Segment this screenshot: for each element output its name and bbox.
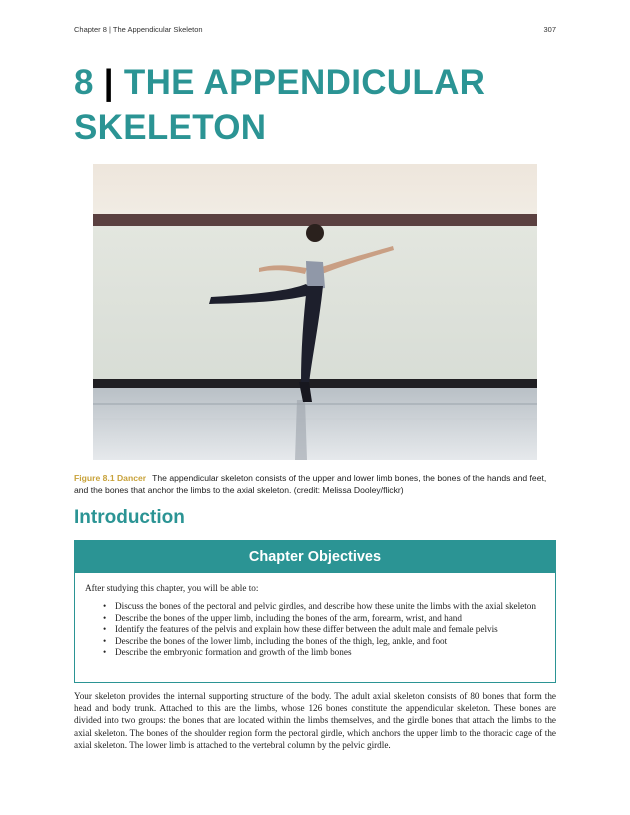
objective-item: • Describe the bones of the upper limb, including the bones of the arm, forearm, wrist, and hand — [102, 613, 542, 625]
dancer-torso — [306, 261, 325, 290]
chapter-title-line2: SKELETON — [74, 108, 267, 147]
baseboard — [93, 379, 537, 388]
page-number: 307 — [543, 25, 556, 34]
chapter-separator: | — [103, 63, 114, 102]
intro-paragraph: Your skeleton provides the internal supporting structure of the body. The adult axial skeleton consists of 80 bones that form the head and body trunk. Attached to this are the limbs, whose 126 bones constitute the appendicular skeleton. These bones are divided into two groups: the bones that are located within the limbs themselves, and the girdle bones that attach the limbs to the axial skeleton. The bones of the shoulder region form the pectoral girdle, which anchors the upper limb to the thoracic cage of the axial skeleton. The lower limb is attached to the vertebral column by the pelvic girdle. — [74, 691, 556, 750]
chapter-title — [74, 60, 564, 150]
dancer-head — [306, 224, 324, 242]
studio-floor — [93, 388, 537, 460]
dancer-figure-image — [93, 164, 537, 460]
figure-caption — [74, 472, 556, 496]
objective-item: • Describe the embryonic formation and growth of the limb bones — [102, 647, 542, 659]
introduction-heading: Introduction — [74, 507, 185, 528]
objective-item: • Discuss the bones of the pectoral and pelvic girdles, and describe how these unite the limbs with the axial skeleton — [102, 601, 542, 613]
chapter-number: 8 — [74, 63, 94, 102]
running-title: Chapter 8 | The Appendicular Skeleton — [74, 25, 203, 34]
figure-label: Figure 8.1 Dancer — [74, 473, 147, 483]
dancer-reflection — [295, 400, 307, 460]
objectives-title: Chapter Objectives — [75, 541, 555, 573]
chapter-objectives-box — [74, 540, 556, 683]
figure-caption-text: The appendicular skeleton consists of the upper and lower limb bones, the bones of the hands and feet, and the bones that anchor the limbs to the axial skeleton. (credit: Melissa Dooley/flickr) — [74, 473, 547, 495]
objective-item: • Identify the features of the pelvis and explain how these differ between the adult male and female pelvis — [102, 624, 542, 636]
chapter-title-line1: THE APPENDICULAR — [123, 63, 486, 102]
objectives-intro: After studying this chapter, you will be able to: — [85, 583, 259, 593]
upper-wall — [93, 164, 537, 214]
objective-item: • Describe the bones of the lower limb, including the bones of the thigh, leg, ankle, and foot — [102, 636, 542, 648]
objectives-list — [102, 601, 542, 659]
running-header — [74, 25, 556, 34]
